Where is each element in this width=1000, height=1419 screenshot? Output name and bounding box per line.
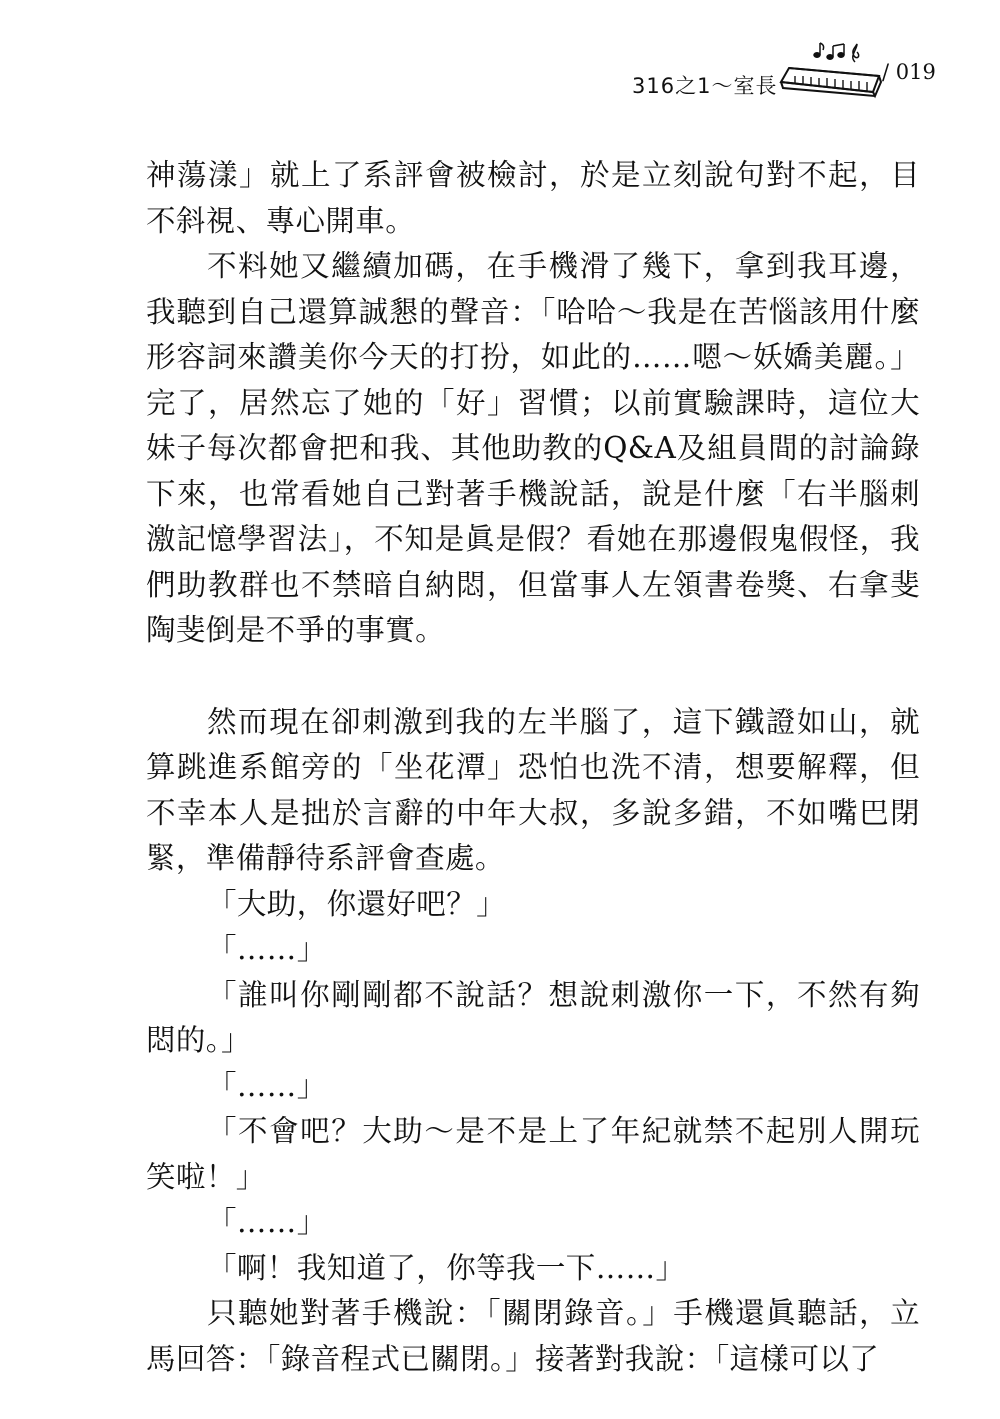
paragraph: 然而現在卻刺激到我的左半腦了，這下鐵證如山，就算跳進系館旁的「坐花潭」恐怕也洗不清，想要解釋，但不幸本人是拙於言辭的中年大叔，多說多錯，不如嘴巴閉緊，準備靜待系評會查處。 — [146, 704, 920, 875]
dialogue-line: 「……」 — [207, 1205, 327, 1239]
harmonica-with-music-notes-icon — [775, 38, 887, 102]
body-text — [146, 153, 920, 1382]
dialogue-line: 「……」 — [207, 1068, 327, 1103]
dialogue-line: 「大助，你還好吧？」 — [207, 886, 507, 921]
paragraph: 只聽她對著手機說：「關閉錄音。」手機還眞聽話，立馬回答：「錄音程式已關閉。」接著對我說：「這樣可以了 — [146, 1296, 920, 1376]
dialogue-line: 「……」 — [207, 932, 327, 966]
dialogue-line: 「誰叫你剛剛都不說話？想說刺激你一下，不然有夠悶的。」 — [146, 977, 920, 1057]
chapter-title: 316之1～室長 — [632, 74, 778, 98]
running-header — [620, 30, 950, 110]
dialogue-line: 「啊！我知道了，你等我一下……」 — [207, 1250, 686, 1285]
paragraph: 神蕩漾」就上了系評會被檢討，於是立刻說句對不起，目不斜視、專心開車。 — [146, 158, 920, 238]
paragraph: 不料她又繼續加碼，在手機滑了幾下，拿到我耳邊，我聽到自己還算誠懇的聲音：「哈哈～我是在苦惱該用什麼形容詞來讚美你今天的打扮，如此的……嗯～妖嬌美麗。」完了，居然忘了她的「好」習慣；以前實驗課時，這位大妹子每次都會把和我、其他助教的Q&A及組員間的討論錄下來，也常看她自己對著手機說話，說是什麼「右半腦刺激記憶學習法」，不知是眞是假？看她在那邊假鬼假怪，我們助教群也不禁暗自納悶，但當事人左領書卷獎、右拿斐陶斐倒是不爭的事實。 — [146, 249, 920, 647]
page-number: / 019 — [882, 60, 936, 84]
dialogue-line: 「不會吧？大助～是不是上了年紀就禁不起別人開玩笑啦！」 — [146, 1114, 920, 1194]
